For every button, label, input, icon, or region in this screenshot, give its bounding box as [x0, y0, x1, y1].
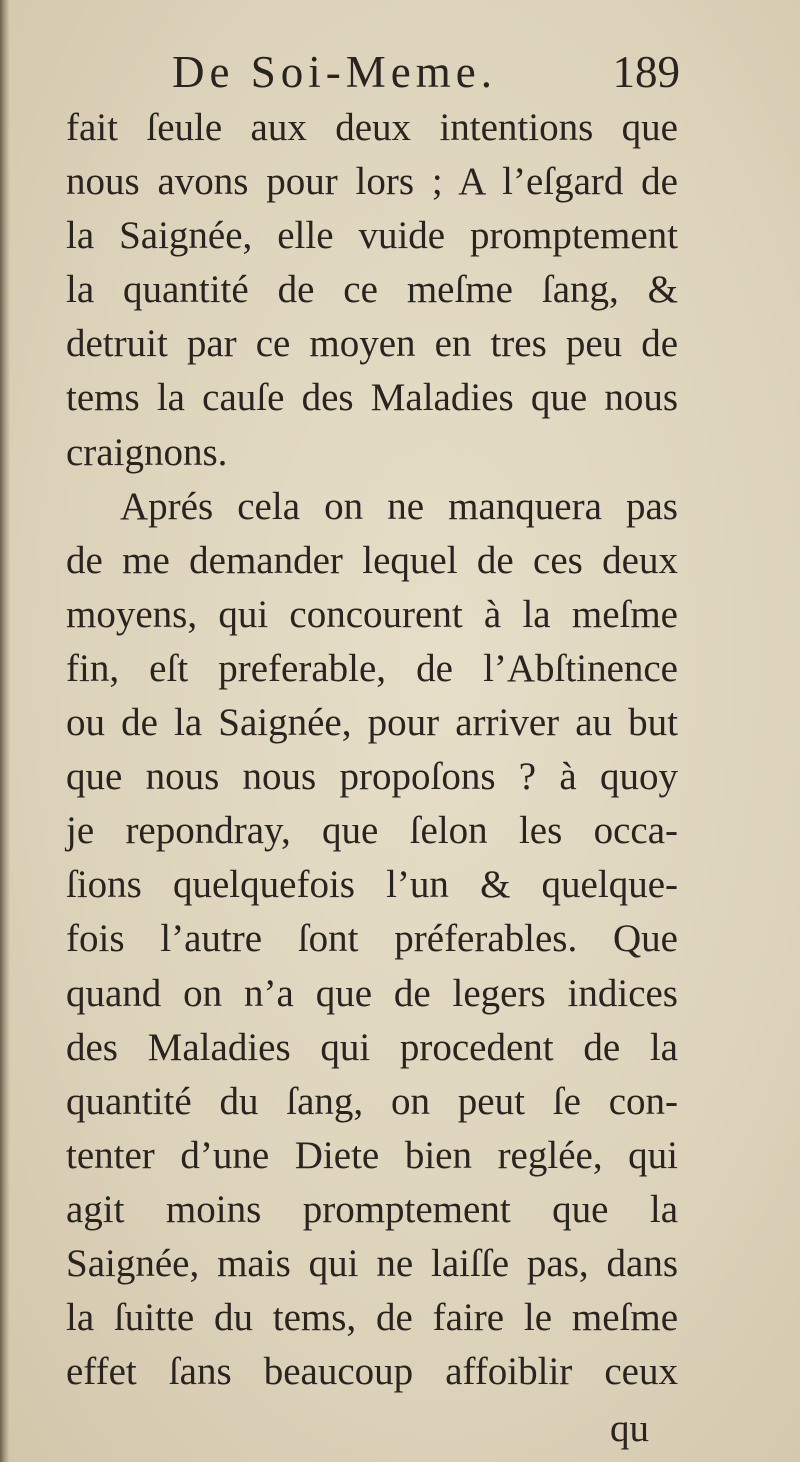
text-line: Saignée, mais qui ne laiſſe pas, dans: [66, 1241, 678, 1285]
text-line: quantité du ſang, on peut ſe con-: [66, 1079, 678, 1123]
text-line: la Saignée, elle vuide promptement: [66, 214, 678, 258]
page-number: 189: [612, 47, 680, 97]
text-line: des Maladies qui procedent de la: [66, 1025, 678, 1069]
running-head: De Soi-Meme.: [172, 47, 497, 97]
page-header: [172, 42, 692, 102]
text-line: effet ſans beaucoup affoiblir ceux: [66, 1350, 678, 1394]
text-line: que nous nous propoſons ? à quoy: [66, 755, 678, 799]
text-line: detruit par ce moyen en tres peu de: [66, 322, 678, 366]
text-line: fait ſeule aux deux intentions que: [66, 106, 678, 149]
text-line: la ſuitte du tems, de faire le meſme: [66, 1296, 678, 1340]
text-line: ſions quelquefois l’un & quelque-: [66, 863, 678, 907]
text-line: tenter d’une Diete bien reglée, qui: [66, 1133, 678, 1177]
text-line: de me demander lequel de ces deux: [66, 538, 678, 582]
paragraph-start-line: Aprés cela on ne manquera pas: [120, 484, 678, 528]
catchword: qu: [610, 1407, 649, 1450]
text-line: je repondray, que ſelon les occa-: [66, 809, 678, 853]
text-line: agit moins promptement que la: [66, 1187, 678, 1231]
text-line: tems la cauſe des Maladies que nous: [66, 376, 678, 420]
text-line: ou de la Saignée, pour arriver au but: [66, 701, 678, 745]
text-line: fin, eſt preferable, de l’Abſtinence: [66, 646, 678, 690]
paragraph-end-line: craignons.: [66, 430, 228, 474]
text-line: fois l’autre ſont préferables. Que: [66, 917, 678, 961]
text-line: moyens, qui concourent à la meſme: [66, 592, 678, 636]
body-text: [66, 101, 678, 1399]
text-line: la quantité de ce meſme ſang, &: [66, 268, 678, 312]
page-binding-edge: [0, 0, 10, 1462]
text-line: nous avons pour lors ; A l’eſgard de: [66, 160, 678, 204]
text-line: quand on n’a que de legers indices: [66, 971, 678, 1015]
